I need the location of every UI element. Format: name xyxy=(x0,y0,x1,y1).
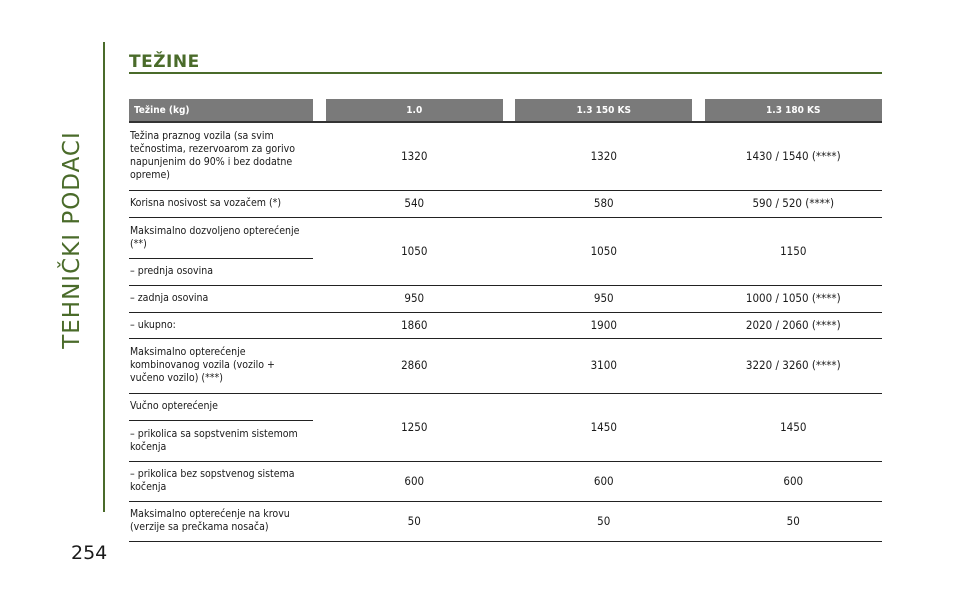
row-sublabel: – prikolica sa sopstvenim sistemom kočenja xyxy=(129,420,313,461)
page-number: 254 xyxy=(71,542,108,564)
cell-value: 1150 xyxy=(705,217,882,285)
weights-table xyxy=(129,99,882,542)
row-label: Težina praznog vozila (sa svim tečnostima, rezervoarom za gorivo napunjenim do 90% i bez dodatne opreme) xyxy=(129,122,313,190)
cell-value: 600 xyxy=(326,461,503,501)
cell-value: 50 xyxy=(705,501,882,541)
header-weights: Težine (kg) xyxy=(129,99,313,122)
table-row xyxy=(129,217,882,258)
header-engine-1-3-180: 1.3 180 KS xyxy=(705,99,882,122)
table-row xyxy=(129,338,882,393)
cell-value: 1320 xyxy=(326,122,503,190)
chapter-divider xyxy=(103,42,105,512)
title-rule xyxy=(129,72,882,74)
cell-value: 3100 xyxy=(515,338,692,393)
table-header-row xyxy=(129,99,882,122)
table-row xyxy=(129,461,882,501)
cell-value: 950 xyxy=(515,285,692,312)
row-label: – ukupno: xyxy=(129,312,313,338)
cell-value: 1900 xyxy=(515,312,692,338)
row-label: – zadnja osovina xyxy=(129,285,313,312)
table-row xyxy=(129,122,882,190)
row-label: Maksimalno opterećenje kombinovanog vozila (vozilo + vučeno vozilo) (***) xyxy=(129,338,313,393)
cell-value: 600 xyxy=(515,461,692,501)
cell-value: 1000 / 1050 (****) xyxy=(705,285,882,312)
row-label: Vučno opterećenje xyxy=(129,393,313,420)
cell-value: 50 xyxy=(515,501,692,541)
cell-value: 580 xyxy=(515,190,692,217)
row-label: Maksimalno opterećenje na krovu (verzije sa prečkama nosača) xyxy=(129,501,313,541)
cell-value: 2860 xyxy=(326,338,503,393)
header-engine-1-3-150: 1.3 150 KS xyxy=(515,99,692,122)
cell-value: 1450 xyxy=(705,393,882,461)
cell-value: 1430 / 1540 (****) xyxy=(705,122,882,190)
cell-value: 2020 / 2060 (****) xyxy=(705,312,882,338)
cell-value: 1860 xyxy=(326,312,503,338)
cell-value: 3220 / 3260 (****) xyxy=(705,338,882,393)
cell-value: 50 xyxy=(326,501,503,541)
table-row xyxy=(129,393,882,420)
table-row xyxy=(129,285,882,312)
row-label: – prikolica bez sopstvenog sistema kočenja xyxy=(129,461,313,501)
cell-value: 950 xyxy=(326,285,503,312)
row-label: Korisna nosivost sa vozačem (*) xyxy=(129,190,313,217)
cell-value: 540 xyxy=(326,190,503,217)
table-row xyxy=(129,190,882,217)
cell-value: 1250 xyxy=(326,393,503,461)
table-row xyxy=(129,312,882,338)
cell-value: 1450 xyxy=(515,393,692,461)
table-row xyxy=(129,501,882,541)
cell-value: 600 xyxy=(705,461,882,501)
section-title: TEŽINE xyxy=(129,52,200,72)
row-sublabel: – prednja osovina xyxy=(129,258,313,285)
cell-value: 1050 xyxy=(515,217,692,285)
row-label: Maksimalno dozvoljeno opterećenje (**) xyxy=(129,217,313,258)
cell-value: 1050 xyxy=(326,217,503,285)
cell-value: 1320 xyxy=(515,122,692,190)
cell-value: 590 / 520 (****) xyxy=(705,190,882,217)
header-engine-1-0: 1.0 xyxy=(326,99,503,122)
